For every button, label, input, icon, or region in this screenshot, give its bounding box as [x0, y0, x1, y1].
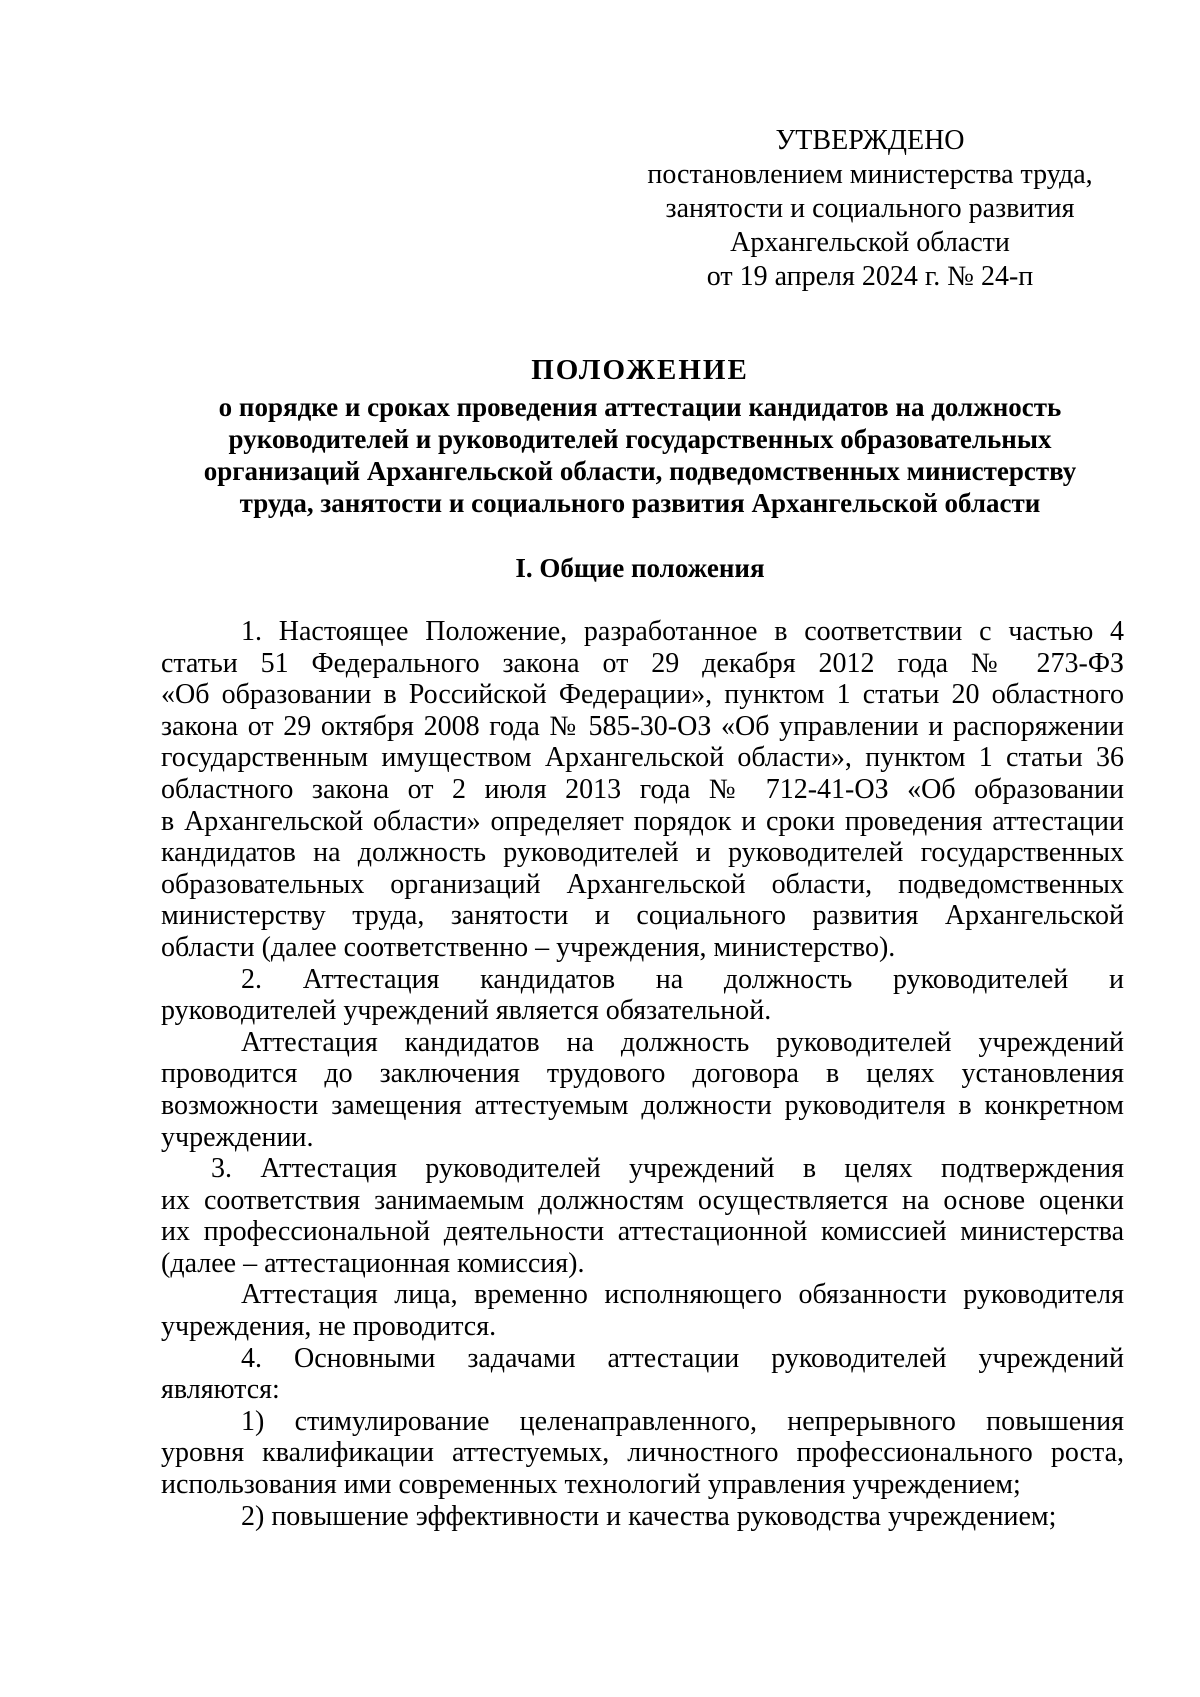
paragraph-line: уровня квалификации аттестуемых, личностного профессионального роста, — [161, 1437, 1124, 1469]
paragraph-line: руководителей учреждений является обязательной. — [161, 995, 772, 1027]
paragraph-line: государственным имуществом Архангельской области», пунктом 1 статьи 36 — [161, 742, 1124, 774]
approval-line: Архангельской области — [730, 227, 1010, 258]
paragraph-line: областного закона от 2 июля 2013 года № 712-41-ОЗ «Об образовании — [161, 773, 1124, 805]
paragraph-line: в Архангельской области» определяет порядок и сроки проведения аттестации — [161, 805, 1124, 837]
approval-heading: УТВЕРЖДЕНО — [775, 125, 965, 156]
paragraph-line: статьи 51 Федерального закона от 29 декабря 2012 года № 273-ФЗ — [161, 647, 1124, 679]
subtitle-line: руководителей и руководителей государственных образовательных — [228, 424, 1052, 454]
paragraph-line: кандидатов на должность руководителей и руководителей государственных — [161, 837, 1124, 869]
body-text — [161, 616, 1124, 1532]
paragraph-line: (далее – аттестационная комиссия). — [161, 1247, 585, 1279]
paragraph-line: учреждения, не проводится. — [161, 1311, 497, 1343]
paragraph-line: Аттестация кандидатов на должность руководителей учреждений — [241, 1026, 1124, 1058]
paragraph-line: образовательных организаций Архангельской области, подведомственных — [161, 868, 1124, 900]
paragraph-line: возможности замещения аттестуемым должности руководителя в конкретном — [161, 1089, 1124, 1121]
subtitle-line: организаций Архангельской области, подведомственных министерству — [203, 456, 1077, 486]
paragraph-line: 1) стимулирование целенаправленного, непрерывного повышения — [241, 1405, 1124, 1437]
subtitle-line: труда, занятости и социального развития Архангельской области — [239, 488, 1041, 518]
paragraph-line: 4. Основными задачами аттестации руководителей учреждений — [241, 1342, 1124, 1374]
paragraph-line: 1. Настоящее Положение, разработанное в соответствии с частью 4 — [241, 616, 1124, 647]
paragraph-line: их профессиональной деятельности аттестационной комиссией министерства — [161, 1216, 1124, 1248]
section-heading: I. Общие положения — [515, 553, 765, 583]
paragraph-line: области (далее соответственно – учреждения, министерство). — [161, 931, 896, 963]
paragraph-line: являются: — [161, 1374, 280, 1406]
document-title-block — [160, 352, 1120, 519]
paragraph-line: их соответствия занимаемым должностям осуществляется на основе оценки — [161, 1184, 1124, 1216]
document-title: ПОЛОЖЕНИЕ — [531, 354, 749, 386]
paragraph-line: Аттестация лица, временно исполняющего обязанности руководителя — [241, 1279, 1124, 1311]
paragraph-line: учреждении. — [161, 1121, 314, 1153]
paragraph-line: проводится до заключения трудового договора в целях установления — [161, 1058, 1124, 1090]
approval-stamp-block — [620, 124, 1120, 294]
paragraph-line: использования ими современных технологий управления учреждением; — [161, 1469, 1021, 1501]
approval-line: занятости и социального развития — [665, 193, 1075, 224]
paragraph-line: 2. Аттестация кандидатов на должность руководителей и — [241, 963, 1124, 995]
paragraph-line: 2) повышение эффективности и качества руководства учреждением; — [241, 1500, 1057, 1532]
approval-line: постановлением министерства труда, — [647, 159, 1093, 190]
document-subtitle — [160, 391, 1120, 519]
paragraph-line: закона от 29 октября 2008 года № 585-30-ОЗ «Об управлении и распоряжении — [161, 710, 1124, 742]
subtitle-line: о порядке и сроках проведения аттестации кандидатов на должность — [218, 392, 1062, 422]
paragraph-line: министерству труда, занятости и социального развития Архангельской — [161, 900, 1124, 932]
paragraph-line: «Об образовании в Российской Федерации», пунктом 1 статьи 20 областного — [161, 679, 1124, 711]
approval-date-line: от 19 апреля 2024 г. № 24-п — [706, 261, 1034, 292]
paragraph-line: 3. Аттестация руководителей учреждений в целях подтверждения — [211, 1153, 1124, 1185]
